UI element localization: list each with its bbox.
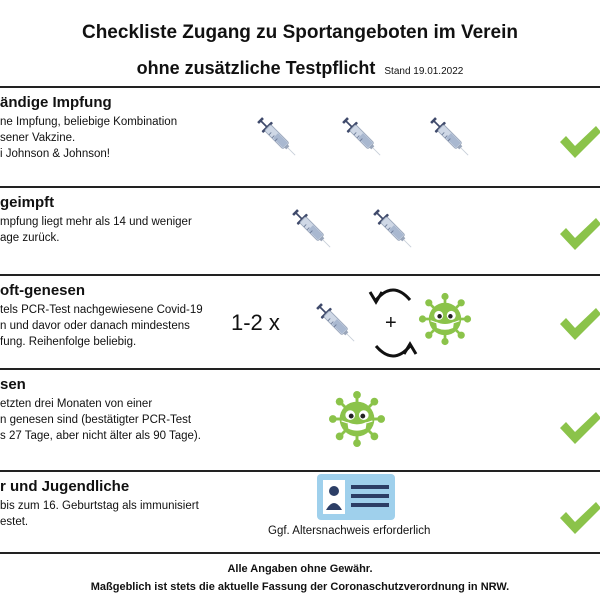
desc-line: fung. Reihenfolge beliebig. [0, 336, 137, 348]
desc-line: tels PCR-Test nachgewiesene Covid-19 [0, 304, 203, 316]
disclaimer: Alle Angaben ohne Gewähr. [227, 563, 373, 575]
row-heading: oft-genesen [0, 282, 86, 299]
checkmark-icon [558, 216, 600, 252]
cycle-arrows-icon [366, 278, 420, 368]
syringe-icon [368, 204, 420, 256]
desc-line: etzten drei Monaten von einer [0, 398, 153, 410]
row-full-vaccination [0, 88, 600, 186]
row-description [0, 214, 192, 246]
legal-reference: Maßgeblich ist stets die aktuelle Fassung der Coronaschutzverordnung in NRW. [90, 581, 510, 593]
syringe-icon [311, 298, 363, 350]
checkmark-icon [558, 306, 600, 342]
checkmark-icon [558, 410, 600, 446]
row-children-youth [0, 472, 600, 552]
desc-line: ne Impfung, beliebige Kombination [0, 116, 178, 128]
row-heading: ändige Impfung [0, 94, 112, 111]
syringe-icon [425, 112, 477, 164]
row-description [0, 498, 199, 530]
age-proof-note: Ggf. Altersnachweis erforderlich [268, 525, 431, 537]
row-heading: r und Jugendliche [0, 478, 130, 495]
row-heading: geimpft [0, 194, 55, 211]
checkmark-icon [558, 124, 600, 160]
id-card-icon [317, 474, 395, 520]
desc-line: sener Vakzine. [0, 132, 76, 144]
desc-line: mpfung liegt mehr als 14 und weniger [0, 216, 192, 228]
desc-line: estet. [0, 516, 29, 528]
page-subtitle [0, 58, 600, 79]
desc-line: n und davor oder danach mindestens [0, 320, 190, 332]
row-boostered [0, 188, 600, 274]
row-description [0, 302, 203, 350]
row-vaccinated-recovered [0, 276, 600, 368]
plus-sign: + [385, 312, 397, 334]
stand-date: Stand 19.01.2022 [384, 66, 464, 77]
desc-line: age zurück. [0, 232, 60, 244]
desc-line: i Johnson & Johnson! [0, 148, 110, 160]
divider [0, 552, 600, 554]
desc-line: n genesen sind (bestätigter PCR-Test [0, 414, 192, 426]
row-description [0, 396, 201, 444]
row-description [0, 114, 177, 162]
virus-icon [418, 292, 472, 346]
subtitle-text: ohne zusätzliche Testpflicht [136, 58, 376, 78]
syringe-icon [337, 112, 389, 164]
desc-line: s 27 Tage, aber nicht älter als 90 Tage). [0, 430, 201, 442]
syringe-icon [287, 204, 339, 256]
page-title: Checkliste Zugang zu Sportangeboten im Verein [81, 22, 519, 43]
dose-count-label: 1-2 x [231, 310, 280, 335]
checkmark-icon [558, 500, 600, 536]
syringe-icon [252, 112, 304, 164]
desc-line: bis zum 16. Geburtstag als immunisiert [0, 500, 199, 512]
row-heading: sen [0, 376, 26, 393]
virus-icon [328, 390, 386, 448]
row-recovered [0, 370, 600, 470]
